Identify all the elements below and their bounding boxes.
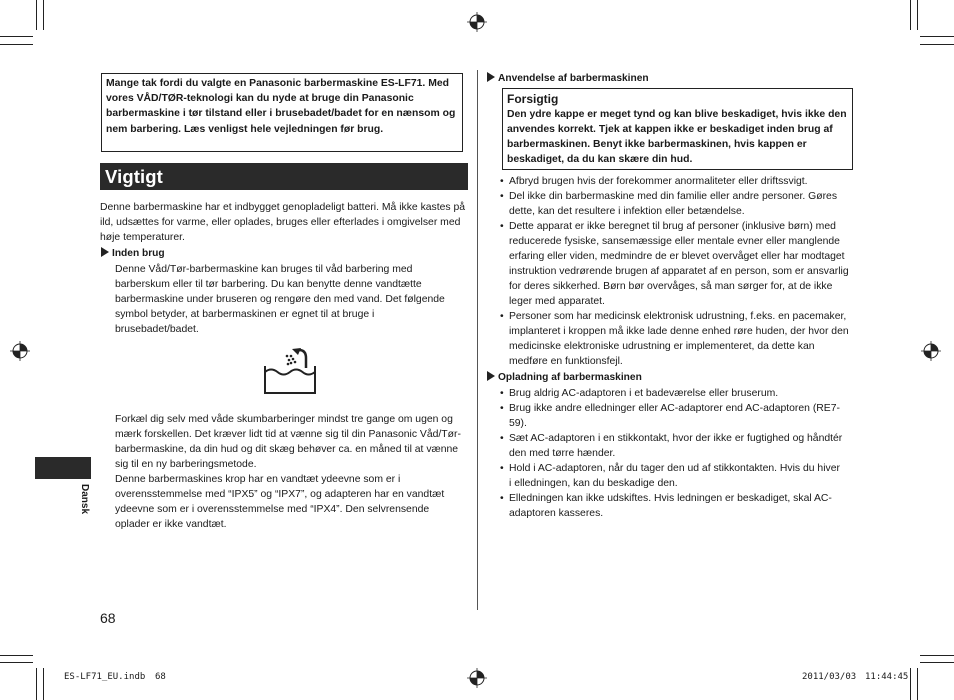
language-label: Dansk [79,484,90,515]
crop-mark [917,0,918,30]
before-use-heading [101,247,165,261]
list-item: • Afbryd brugen hvis der forekommer anormaliteter eller driftssvigt. [500,174,855,189]
crop-mark [0,36,33,37]
list-item: • Del ikke din barbermaskine med din familie eller andre personer. Gøres dette, kan det resultere i infektion eller betændelse. [500,189,855,219]
usage-heading [487,72,649,86]
caution-title: Forsigtig [507,92,559,106]
crop-mark [920,655,954,656]
list-item: • Sæt AC-adaptoren i en stikkontakt, hvor der ikke er fugtighed og håndtér den med tørre hænder. [500,431,845,461]
shower-bath-icon [261,347,319,395]
crop-mark [0,655,33,656]
list-item: • Brug ikke andre elledninger eller AC-adaptorer end AC-adaptoren (RE7-59). [500,401,845,431]
list-item: • Brug aldrig AC-adaptoren i et badeværelse eller bruserum. [500,386,845,401]
list-item: • Personer som har medicinsk elektronisk udrustning, f.eks. en pacemaker, implanteret i kroppen må ikke lade denne enhed røre huden, der hvor den medicinske elektroniske udrustning er implementeret, da dette kan medføre en funktionsfejl. [500,309,855,369]
crop-mark [43,0,44,30]
registration-mark-icon [921,341,941,361]
crop-mark [920,44,954,45]
crop-mark [36,0,37,30]
wet-shave-paragraph: Forkæl dig selv med våde skumbarberinger mindst tre gange om ugen og mærk forskellen. Det kræver lidt tid at vænne sig til din Panasonic Våd/Tør-barbermaskine, da din hud og dit skæg behøver ca. en måned til at vænne sig til en ny barberingsmetode. [115,414,461,470]
intro-text: Mange tak fordi du valgte en Panasonic barbermaskine ES-LF71. Med vores VÅD/TØR-teknologi kan du nyde at bruge din Panasonic barbermaskine i tør tilstand eller i brusebadet/badet for en nænsom og nem barbering. Læs venligst hele vejledningen før brug. [106,78,456,135]
battery-paragraph: Denne barbermaskine har et indbygget genopladeligt batteri. Må ikke kastes på ild, udsættes for varme, eller oplades, bruges eller efterlades i omgivelser med høje temperaturer. [100,202,466,243]
registration-mark-icon [467,668,487,688]
caution-box [502,88,853,170]
column-divider [477,70,478,610]
triangle-bullet-icon [101,247,109,257]
crop-mark [910,0,911,30]
section-heading: Vigtigt [105,166,163,187]
crop-mark [917,668,918,700]
triangle-bullet-icon [487,72,495,82]
charging-title: Opladning af barbermaskinen [498,372,642,383]
registration-mark-icon [467,12,487,32]
crop-mark [43,668,44,700]
page-number: 68 [100,610,116,626]
language-tab [35,457,91,479]
usage-list [500,174,855,369]
charging-heading [487,371,642,385]
usage-title: Anvendelse af barbermaskinen [498,73,649,84]
crop-mark [920,36,954,37]
crop-mark [36,668,37,700]
crop-mark [0,662,33,663]
footer-date: 2011/03/03 [802,672,857,682]
crop-mark [910,668,911,700]
footer-time: 11:44:45 [865,672,909,682]
heading-bar [100,163,468,190]
triangle-bullet-icon [487,371,495,381]
registration-mark-icon [10,341,30,361]
list-item: • Dette apparat er ikke beregnet til brug af personer (inklusive børn) med reducerede fysiske, sansemæssige eller mentale evner eller manglende erfaring eller viden, medmindre de er blevet overvåget eller har modtaget instruktion vedrørende brugen af apparatet af en person, som er ansvarlig for deres sikkerhed. Børn bør overvåges, så man sørger for, at de ikke leger med apparatet. [500,219,855,309]
before-use-title: Inden brug [112,248,165,259]
before-use-paragraph: Denne Våd/Tør-barbermaskine kan bruges til våd barbering med barberskum eller til tør barbering. Du kan benytte denne vandtætte barbermaskine under bruseren og rengøre den med vand. Det følgende symbol betyder, at barbermaskinen er egnet til at bruge i brusebadet/badet. [115,264,445,335]
crop-mark [920,662,954,663]
footer-file: ES-LF71_EU.indb [64,672,146,682]
list-item: • Elledningen kan ikke udskiftes. Hvis ledningen er beskadiget, skal AC-adaptoren kasseres. [500,491,845,521]
waterproof-paragraph: Denne barbermaskines krop har en vandtæt ydeevne som er i overensstemmelse med “IPX5” og “IPX7”, og adapteren har en vandtæt ydeevne som er i overensstemmelse med “IPX4”. Den selvrensende oplader er ikke vandtæt. [115,474,445,530]
caution-text: Den ydre kappe er meget tynd og kan blive beskadiget, hvis ikke den anvendes korrekt. Tjek at kappen ikke er beskadiget inden brug af barbermaskinen. Benyt ikke barbermaskinen, hvis kappen er beskadiget, da du kan skære din hud. [507,109,847,165]
list-item: • Hold i AC-adaptoren, når du tager den ud af stikkontakten. Hvis du hiver i elledningen, kan du beskadige den. [500,461,845,491]
intro-box [101,73,463,152]
charging-list [500,386,845,521]
crop-mark [0,44,33,45]
footer-page: 68 [155,672,166,682]
